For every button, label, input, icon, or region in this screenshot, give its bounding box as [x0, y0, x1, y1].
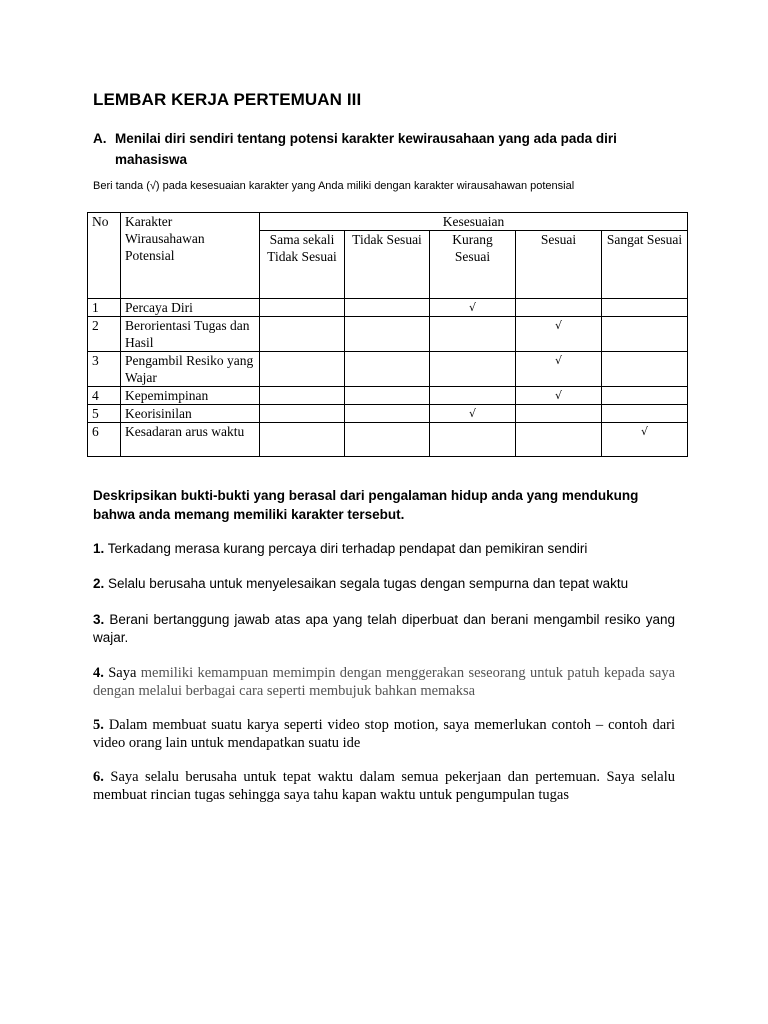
item-number: 3.: [93, 612, 105, 627]
row-mark: [516, 423, 602, 457]
row-mark: [602, 299, 688, 317]
row-karakter: Keorisinilan: [121, 405, 260, 423]
row-no: 2: [88, 317, 121, 352]
row-mark: [430, 387, 516, 405]
row-mark: [345, 405, 430, 423]
row-mark: [260, 387, 345, 405]
section-a-marker: A.: [93, 131, 107, 146]
row-karakter: Pengambil Resiko yang Wajar: [121, 352, 260, 387]
row-karakter: Kepemimpinan: [121, 387, 260, 405]
evidence-item: [93, 611, 675, 647]
row-karakter: Percaya Diri: [121, 299, 260, 317]
row-mark: [602, 387, 688, 405]
row-no: 6: [88, 423, 121, 457]
evidence-item: [93, 540, 675, 558]
row-mark: [602, 317, 688, 352]
row-mark: [260, 299, 345, 317]
row-mark: [430, 352, 516, 387]
item-text: Dalam membuat suatu karya seperti video stop motion, saya memerlukan contoh – contoh dari video orang lain untuk mendapatkan suatu ide: [93, 717, 676, 751]
table-row: [88, 423, 688, 457]
row-mark: [430, 317, 516, 352]
item-number: 2.: [93, 576, 105, 591]
instruction-text: Beri tanda (√) pada kesesuaian karakter yang Anda miliki dengan karakter wirausahawan potensial: [93, 180, 575, 192]
header-level: Sama sekali Tidak Sesuai: [260, 231, 345, 299]
row-mark: [602, 405, 688, 423]
item-number: 5.: [93, 717, 104, 733]
row-mark: √: [430, 405, 516, 423]
row-mark: [260, 423, 345, 457]
row-no: 4: [88, 387, 121, 405]
row-karakter: Berorientasi Tugas dan Hasil: [121, 317, 260, 352]
evidence-item: [93, 664, 675, 700]
row-mark: [260, 317, 345, 352]
row-mark: [516, 405, 602, 423]
row-mark: [602, 352, 688, 387]
table-row: [88, 317, 688, 352]
assessment-table: [87, 212, 688, 457]
description-heading: Deskripsikan bukti-bukti yang berasal dari pengalaman hidup anda yang mendukung bahwa anda memang memiliki karakter tersebut.: [93, 488, 639, 522]
row-mark: √: [516, 352, 602, 387]
item-text: Saya selalu berusaha untuk tepat waktu dalam semua pekerjaan dan pertemuan. Saya selalu membuat rincian tugas sehingga saya tahu kapan waktu untuk pengumpulan tugas: [93, 769, 676, 803]
table-header-row: [88, 213, 688, 231]
item-number: 4.: [93, 665, 104, 681]
header-level: Kurang Sesuai: [430, 231, 516, 299]
item-number: 1.: [93, 541, 105, 556]
row-mark: [345, 317, 430, 352]
row-mark: [430, 423, 516, 457]
row-mark: [345, 423, 430, 457]
section-a-text: Menilai diri sendiri tentang potensi karakter kewirausahaan yang ada pada diri mahasiswa: [115, 131, 617, 167]
table-row: [88, 352, 688, 387]
row-no: 3: [88, 352, 121, 387]
item-text: memiliki kemampuan memimpin dengan menggerakan seseorang untuk patuh kepada saya dengan melalui berbagai cara seperti membujuk bahkan memaksa: [93, 665, 676, 699]
item-text: Terkadang merasa kurang percaya diri terhadap pendapat dan pemikiran sendiri: [107, 541, 588, 556]
header-kesesuaian: Kesesuaian: [260, 213, 688, 231]
row-mark: √: [602, 423, 688, 457]
item-text: Selalu berusaha untuk menyelesaikan segala tugas dengan sempurna dan tepat waktu: [108, 576, 629, 591]
header-level: Sangat Sesuai: [602, 231, 688, 299]
header-no: No: [88, 213, 121, 299]
page-title: LEMBAR KERJA PERTEMUAN III: [93, 90, 362, 109]
row-mark: √: [430, 299, 516, 317]
row-mark: [260, 405, 345, 423]
evidence-item: [93, 768, 675, 804]
row-mark: √: [516, 387, 602, 405]
row-no: 1: [88, 299, 121, 317]
table-row: [88, 299, 688, 317]
header-level: Tidak Sesuai: [345, 231, 430, 299]
row-no: 5: [88, 405, 121, 423]
table-row: [88, 387, 688, 405]
header-karakter: Karakter Wirausahawan Potensial: [121, 213, 260, 299]
evidence-item: [93, 575, 675, 593]
table-row: [88, 405, 688, 423]
row-mark: [345, 352, 430, 387]
row-mark: [345, 387, 430, 405]
row-mark: √: [516, 317, 602, 352]
header-level: Sesuai: [516, 231, 602, 299]
evidence-item: [93, 716, 675, 752]
item-lead: Saya: [108, 665, 137, 681]
row-mark: [345, 299, 430, 317]
item-number: 6.: [93, 769, 104, 785]
row-karakter: Kesadaran arus waktu: [121, 423, 260, 457]
row-mark: [516, 299, 602, 317]
item-text: Berani bertanggung jawab atas apa yang telah diperbuat dan berani mengambil resiko yang wajar.: [93, 612, 675, 645]
section-a: [93, 128, 673, 170]
row-mark: [260, 352, 345, 387]
